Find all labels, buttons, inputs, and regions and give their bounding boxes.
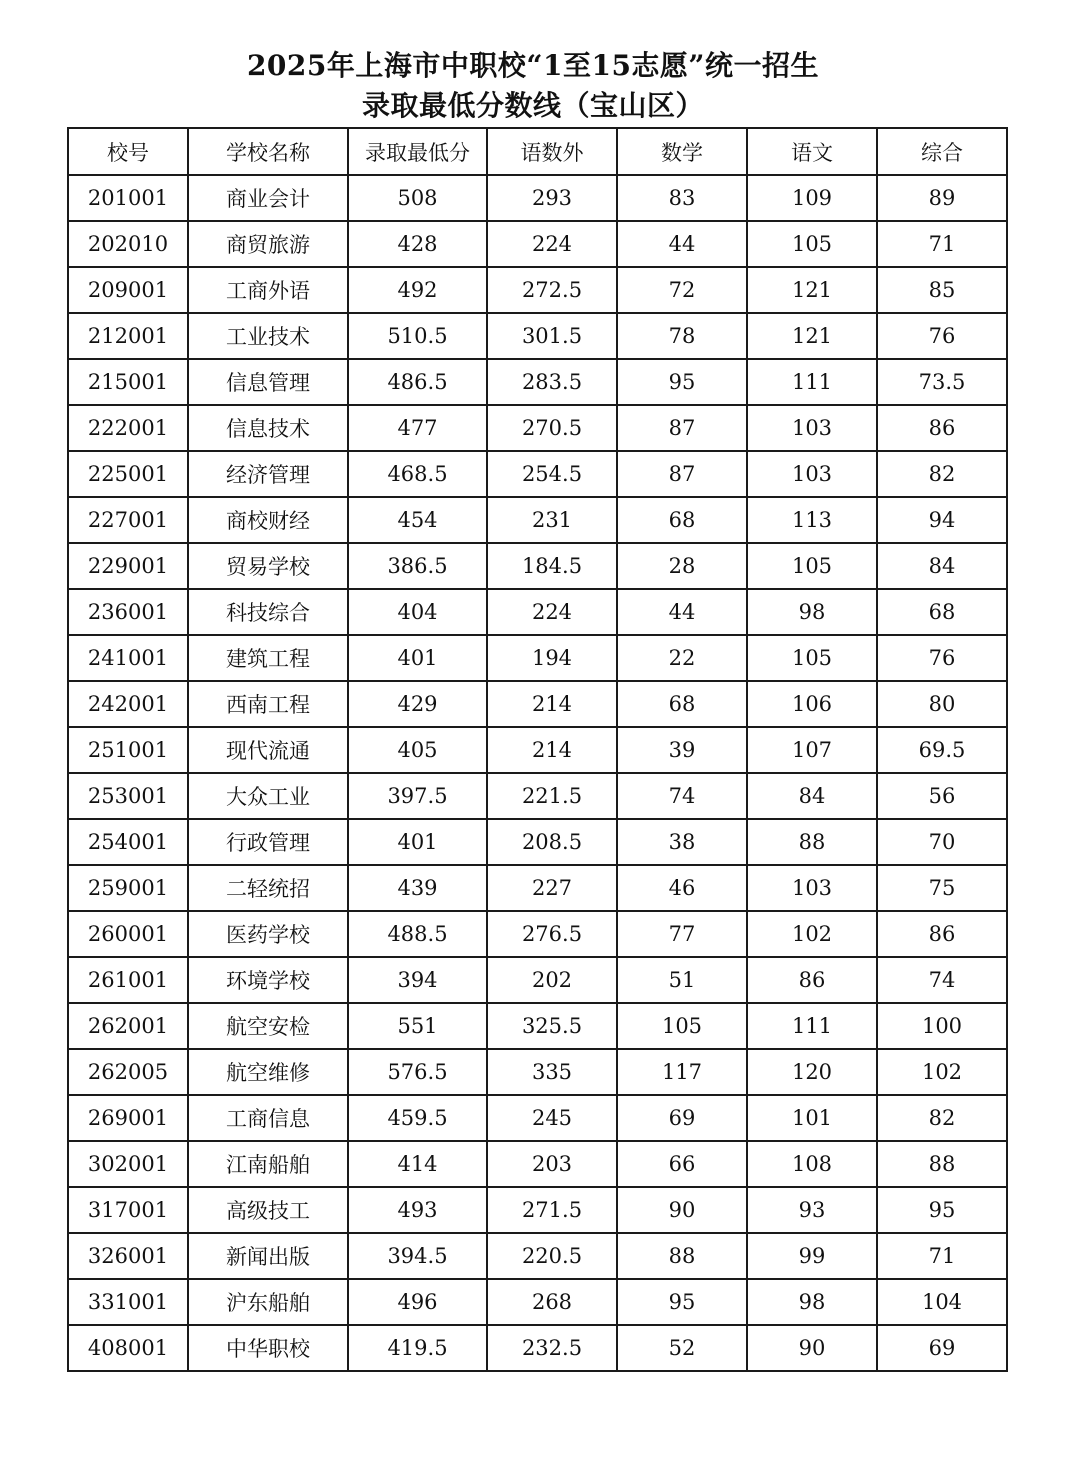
cell-chinese: 121	[747, 267, 877, 313]
cell-school-name: 医药学校	[188, 911, 348, 957]
cell-chinese: 105	[747, 635, 877, 681]
cell-school-name: 行政管理	[188, 819, 348, 865]
cell-school-id: 302001	[68, 1141, 188, 1187]
cell-min-score: 401	[348, 819, 487, 865]
cell-chinese: 105	[747, 221, 877, 267]
cell-school-name: 贸易学校	[188, 543, 348, 589]
cell-math: 88	[617, 1233, 747, 1279]
cell-comprehensive: 80	[877, 681, 1007, 727]
cell-math: 46	[617, 865, 747, 911]
cell-min-score: 496	[348, 1279, 487, 1325]
cell-math: 68	[617, 497, 747, 543]
cell-math: 22	[617, 635, 747, 681]
cell-math: 117	[617, 1049, 747, 1095]
cell-school-name: 二轻统招	[188, 865, 348, 911]
cell-school-name: 商贸旅游	[188, 221, 348, 267]
cell-chinese: 103	[747, 865, 877, 911]
cell-school-name: 工业技术	[188, 313, 348, 359]
cell-chinese: 111	[747, 1003, 877, 1049]
cell-school-id: 262001	[68, 1003, 188, 1049]
title-line-1: 2025年上海市中职校“1至15志愿”统一招生	[246, 49, 820, 82]
cell-math: 105	[617, 1003, 747, 1049]
cell-chinese: 93	[747, 1187, 877, 1233]
cell-school-name: 中华职校	[188, 1325, 348, 1371]
cell-min-score: 397.5	[348, 773, 487, 819]
cell-chn-math-eng: 301.5	[487, 313, 617, 359]
cell-school-id: 227001	[68, 497, 188, 543]
cell-chn-math-eng: 276.5	[487, 911, 617, 957]
cell-chn-math-eng: 224	[487, 589, 617, 635]
cell-school-id: 222001	[68, 405, 188, 451]
cell-math: 66	[617, 1141, 747, 1187]
cell-math: 68	[617, 681, 747, 727]
cell-min-score: 439	[348, 865, 487, 911]
cell-school-name: 沪东船舶	[188, 1279, 348, 1325]
cell-school-id: 317001	[68, 1187, 188, 1233]
cell-chinese: 84	[747, 773, 877, 819]
cell-school-name: 商业会计	[188, 175, 348, 221]
cell-chinese: 98	[747, 589, 877, 635]
cell-chinese: 103	[747, 405, 877, 451]
cell-school-name: 新闻出版	[188, 1233, 348, 1279]
cell-comprehensive: 76	[877, 313, 1007, 359]
table-row	[68, 635, 1007, 681]
cell-min-score: 477	[348, 405, 487, 451]
cell-min-score: 386.5	[348, 543, 487, 589]
cell-chn-math-eng: 293	[487, 175, 617, 221]
title-line-2: 录取最低分数线（宝山区）	[361, 89, 704, 122]
cell-school-id: 202010	[68, 221, 188, 267]
cell-chinese: 99	[747, 1233, 877, 1279]
cell-school-id: 209001	[68, 267, 188, 313]
cell-school-name: 工商信息	[188, 1095, 348, 1141]
table-row	[68, 359, 1007, 405]
cell-school-name: 信息管理	[188, 359, 348, 405]
cell-school-id: 260001	[68, 911, 188, 957]
cell-chinese: 120	[747, 1049, 877, 1095]
cell-chn-math-eng: 271.5	[487, 1187, 617, 1233]
document-title	[0, 46, 1066, 126]
table-body	[68, 175, 1007, 1371]
cell-chinese: 90	[747, 1325, 877, 1371]
cell-comprehensive: 104	[877, 1279, 1007, 1325]
cell-chn-math-eng: 283.5	[487, 359, 617, 405]
cell-school-name: 西南工程	[188, 681, 348, 727]
cell-math: 44	[617, 221, 747, 267]
table-row	[68, 1003, 1007, 1049]
cell-min-score: 401	[348, 635, 487, 681]
table-row	[68, 175, 1007, 221]
table-row	[68, 773, 1007, 819]
cell-chinese: 101	[747, 1095, 877, 1141]
cell-school-id: 251001	[68, 727, 188, 773]
header-school-name: 学校名称	[188, 128, 348, 175]
header-min-score: 录取最低分	[348, 128, 487, 175]
cell-chinese: 121	[747, 313, 877, 359]
cell-chn-math-eng: 203	[487, 1141, 617, 1187]
cell-comprehensive: 76	[877, 635, 1007, 681]
cell-min-score: 468.5	[348, 451, 487, 497]
table-row	[68, 1141, 1007, 1187]
cell-school-id: 261001	[68, 957, 188, 1003]
cell-school-name: 现代流通	[188, 727, 348, 773]
cell-school-id: 331001	[68, 1279, 188, 1325]
cell-math: 95	[617, 359, 747, 405]
cell-school-id: 269001	[68, 1095, 188, 1141]
cell-chn-math-eng: 227	[487, 865, 617, 911]
cell-chn-math-eng: 224	[487, 221, 617, 267]
cell-min-score: 394.5	[348, 1233, 487, 1279]
cell-school-id: 262005	[68, 1049, 188, 1095]
cell-min-score: 492	[348, 267, 487, 313]
cell-math: 72	[617, 267, 747, 313]
cell-school-id: 215001	[68, 359, 188, 405]
cell-chinese: 102	[747, 911, 877, 957]
cell-min-score: 405	[348, 727, 487, 773]
cell-min-score: 419.5	[348, 1325, 487, 1371]
table-row	[68, 1325, 1007, 1371]
table-row	[68, 451, 1007, 497]
cell-comprehensive: 69	[877, 1325, 1007, 1371]
cell-math: 28	[617, 543, 747, 589]
cell-chn-math-eng: 231	[487, 497, 617, 543]
cell-comprehensive: 89	[877, 175, 1007, 221]
table-row	[68, 221, 1007, 267]
table-row	[68, 681, 1007, 727]
cell-school-id: 225001	[68, 451, 188, 497]
cell-min-score: 459.5	[348, 1095, 487, 1141]
cell-chinese: 106	[747, 681, 877, 727]
cell-chn-math-eng: 214	[487, 727, 617, 773]
cell-school-name: 工商外语	[188, 267, 348, 313]
cell-school-name: 大众工业	[188, 773, 348, 819]
cell-comprehensive: 86	[877, 911, 1007, 957]
cell-school-name: 商校财经	[188, 497, 348, 543]
cell-chn-math-eng: 194	[487, 635, 617, 681]
header-math: 数学	[617, 128, 747, 175]
cell-chinese: 98	[747, 1279, 877, 1325]
cell-math: 83	[617, 175, 747, 221]
cell-chn-math-eng: 325.5	[487, 1003, 617, 1049]
cell-school-name: 环境学校	[188, 957, 348, 1003]
cell-math: 78	[617, 313, 747, 359]
header-chn-math-eng: 语数外	[487, 128, 617, 175]
cell-chn-math-eng: 232.5	[487, 1325, 617, 1371]
cell-comprehensive: 74	[877, 957, 1007, 1003]
cell-school-name: 建筑工程	[188, 635, 348, 681]
cell-comprehensive: 84	[877, 543, 1007, 589]
cell-comprehensive: 75	[877, 865, 1007, 911]
cell-comprehensive: 95	[877, 1187, 1007, 1233]
cell-min-score: 428	[348, 221, 487, 267]
cell-min-score: 551	[348, 1003, 487, 1049]
cell-chinese: 108	[747, 1141, 877, 1187]
cell-math: 74	[617, 773, 747, 819]
cell-math: 87	[617, 451, 747, 497]
header-chinese: 语文	[747, 128, 877, 175]
cell-chn-math-eng: 184.5	[487, 543, 617, 589]
cell-math: 69	[617, 1095, 747, 1141]
cell-math: 77	[617, 911, 747, 957]
cell-chinese: 105	[747, 543, 877, 589]
cell-chn-math-eng: 272.5	[487, 267, 617, 313]
table-row	[68, 727, 1007, 773]
cell-comprehensive: 69.5	[877, 727, 1007, 773]
cell-chn-math-eng: 220.5	[487, 1233, 617, 1279]
cell-school-id: 242001	[68, 681, 188, 727]
cell-school-id: 326001	[68, 1233, 188, 1279]
cell-math: 44	[617, 589, 747, 635]
cell-comprehensive: 73.5	[877, 359, 1007, 405]
table-row	[68, 405, 1007, 451]
cell-min-score: 493	[348, 1187, 487, 1233]
cell-min-score: 486.5	[348, 359, 487, 405]
cell-math: 51	[617, 957, 747, 1003]
cell-chinese: 86	[747, 957, 877, 1003]
table-row	[68, 1187, 1007, 1233]
admission-score-table	[67, 127, 1008, 1372]
cell-chn-math-eng: 202	[487, 957, 617, 1003]
cell-chn-math-eng: 268	[487, 1279, 617, 1325]
cell-min-score: 414	[348, 1141, 487, 1187]
table-row	[68, 1233, 1007, 1279]
cell-school-id: 254001	[68, 819, 188, 865]
table-row	[68, 267, 1007, 313]
cell-school-id: 259001	[68, 865, 188, 911]
cell-school-name: 航空维修	[188, 1049, 348, 1095]
cell-school-id: 236001	[68, 589, 188, 635]
cell-chinese: 88	[747, 819, 877, 865]
cell-comprehensive: 86	[877, 405, 1007, 451]
cell-min-score: 429	[348, 681, 487, 727]
cell-math: 52	[617, 1325, 747, 1371]
table-row	[68, 1095, 1007, 1141]
table-row	[68, 957, 1007, 1003]
table-row	[68, 819, 1007, 865]
cell-chn-math-eng: 254.5	[487, 451, 617, 497]
cell-min-score: 404	[348, 589, 487, 635]
table-header-row	[68, 128, 1007, 175]
cell-math: 39	[617, 727, 747, 773]
cell-school-id: 253001	[68, 773, 188, 819]
cell-comprehensive: 100	[877, 1003, 1007, 1049]
cell-comprehensive: 82	[877, 1095, 1007, 1141]
cell-chinese: 103	[747, 451, 877, 497]
cell-comprehensive: 71	[877, 221, 1007, 267]
cell-min-score: 576.5	[348, 1049, 487, 1095]
cell-min-score: 508	[348, 175, 487, 221]
cell-min-score: 510.5	[348, 313, 487, 359]
cell-comprehensive: 71	[877, 1233, 1007, 1279]
table-row	[68, 543, 1007, 589]
cell-chn-math-eng: 270.5	[487, 405, 617, 451]
cell-chinese: 113	[747, 497, 877, 543]
cell-school-id: 241001	[68, 635, 188, 681]
cell-min-score: 394	[348, 957, 487, 1003]
cell-comprehensive: 56	[877, 773, 1007, 819]
cell-math: 95	[617, 1279, 747, 1325]
header-school-id: 校号	[68, 128, 188, 175]
cell-comprehensive: 102	[877, 1049, 1007, 1095]
cell-school-name: 航空安检	[188, 1003, 348, 1049]
cell-chn-math-eng: 221.5	[487, 773, 617, 819]
cell-chinese: 107	[747, 727, 877, 773]
cell-chinese: 111	[747, 359, 877, 405]
table-row	[68, 313, 1007, 359]
cell-school-name: 科技综合	[188, 589, 348, 635]
cell-math: 87	[617, 405, 747, 451]
table-row	[68, 1049, 1007, 1095]
cell-min-score: 488.5	[348, 911, 487, 957]
table-row	[68, 865, 1007, 911]
cell-school-name: 经济管理	[188, 451, 348, 497]
table-row	[68, 1279, 1007, 1325]
cell-comprehensive: 68	[877, 589, 1007, 635]
table-row	[68, 911, 1007, 957]
cell-min-score: 454	[348, 497, 487, 543]
cell-comprehensive: 94	[877, 497, 1007, 543]
cell-comprehensive: 82	[877, 451, 1007, 497]
table-row	[68, 497, 1007, 543]
cell-school-name: 江南船舶	[188, 1141, 348, 1187]
cell-math: 38	[617, 819, 747, 865]
cell-chn-math-eng: 335	[487, 1049, 617, 1095]
cell-school-id: 229001	[68, 543, 188, 589]
cell-chn-math-eng: 208.5	[487, 819, 617, 865]
cell-school-name: 信息技术	[188, 405, 348, 451]
cell-school-id: 201001	[68, 175, 188, 221]
cell-school-name: 高级技工	[188, 1187, 348, 1233]
cell-chn-math-eng: 214	[487, 681, 617, 727]
cell-comprehensive: 85	[877, 267, 1007, 313]
cell-math: 90	[617, 1187, 747, 1233]
header-comprehensive: 综合	[877, 128, 1007, 175]
cell-chinese: 109	[747, 175, 877, 221]
cell-school-id: 408001	[68, 1325, 188, 1371]
table-row	[68, 589, 1007, 635]
cell-school-id: 212001	[68, 313, 188, 359]
cell-comprehensive: 70	[877, 819, 1007, 865]
cell-chn-math-eng: 245	[487, 1095, 617, 1141]
cell-comprehensive: 88	[877, 1141, 1007, 1187]
